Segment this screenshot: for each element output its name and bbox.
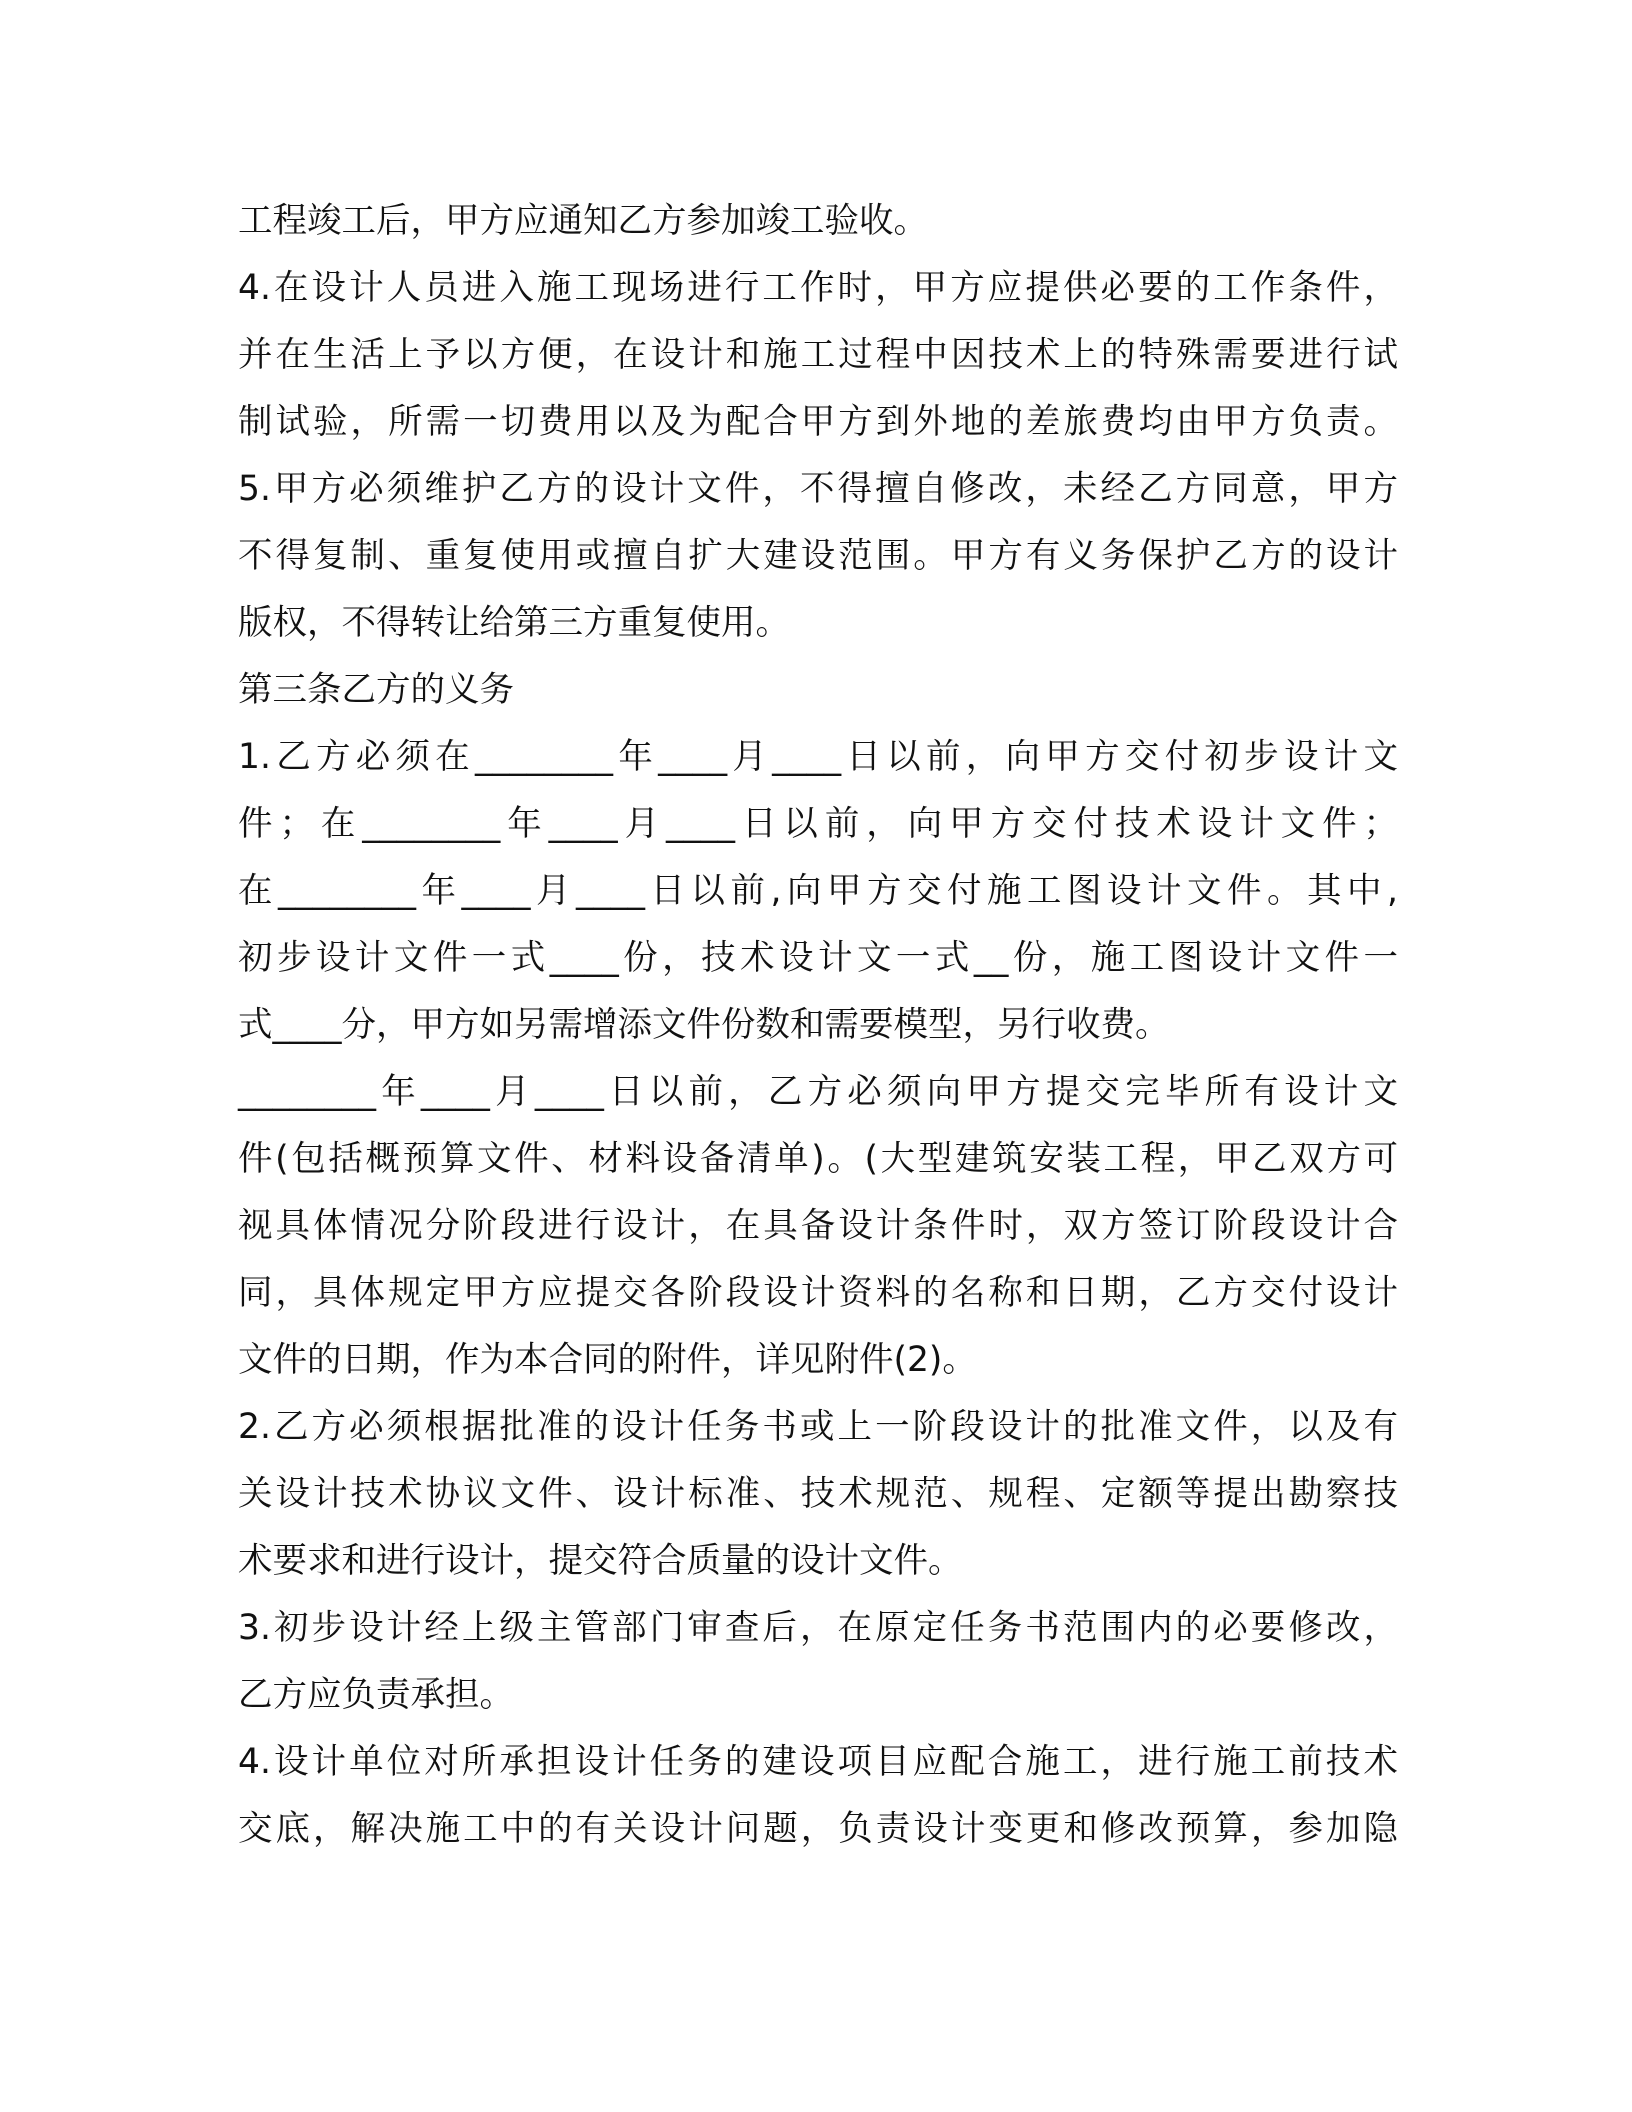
text-line: 文件的日期，作为本合同的附件，详见附件(2)。 xyxy=(238,1340,977,1380)
text-line: 4.设计单位对所承担设计任务的建设项目应配合施工，进行施工前技术 xyxy=(238,1742,1398,1782)
text-line: 制试验，所需一切费用以及为配合甲方到外地的差旅费均由甲方负责。 xyxy=(238,402,1398,442)
text-line: 乙方应负责承担。 xyxy=(238,1675,514,1715)
text-line: 3.初步设计经上级主管部门审查后，在原定任务书范围内的必要修改， xyxy=(238,1608,1398,1648)
text-line: 初步设计文件一式____份，技术设计文一式__份，施工图设计文件一 xyxy=(238,938,1398,978)
text-line: 视具体情况分阶段进行设计，在具备设计条件时，双方签订阶段设计合 xyxy=(238,1206,1398,1246)
text-line: 5.甲方必须维护乙方的设计文件，不得擅自修改，未经乙方同意，甲方 xyxy=(238,469,1398,509)
text-line: 4.在设计人员进入施工现场进行工作时，甲方应提供必要的工作条件， xyxy=(238,268,1398,308)
text-line: 件；在________年____月____日以前，向甲方交付技术设计文件； xyxy=(238,804,1398,844)
text-line: 交底，解决施工中的有关设计问题，负责设计变更和修改预算，参加隐 xyxy=(238,1809,1398,1849)
text-line: 不得复制、重复使用或擅自扩大建设范围。甲方有义务保护乙方的设计 xyxy=(238,536,1398,576)
text-line: 术要求和进行设计，提交符合质量的设计文件。 xyxy=(238,1541,963,1581)
text-line: ________年____月____日以前，乙方必须向甲方提交完毕所有设计文 xyxy=(238,1072,1398,1112)
text-line: 式____分，甲方如另需增添文件份数和需要模型，另行收费。 xyxy=(238,1005,1170,1045)
text-line: 件(包括概预算文件、材料设备清单)。(大型建筑安装工程，甲乙双方可 xyxy=(238,1139,1398,1179)
text-line: 在________年____月____日以前,向甲方交付施工图设计文件。其中, xyxy=(238,871,1398,911)
text-line: 并在生活上予以方便，在设计和施工过程中因技术上的特殊需要进行试 xyxy=(238,335,1398,375)
text-line: 版权，不得转让给第三方重复使用。 xyxy=(238,603,790,643)
text-line: 关设计技术协议文件、设计标准、技术规范、规程、定额等提出勘察技 xyxy=(238,1474,1398,1514)
text-line: 2.乙方必须根据批准的设计任务书或上一阶段设计的批准文件，以及有 xyxy=(238,1407,1398,1447)
text-line: 工程竣工后，甲方应通知乙方参加竣工验收。 xyxy=(238,201,928,241)
text-line: 同，具体规定甲方应提交各阶段设计资料的名称和日期，乙方交付设计 xyxy=(238,1273,1398,1313)
section-heading: 第三条乙方的义务 xyxy=(238,670,514,710)
contract-body xyxy=(238,188,1398,1863)
text-line: 1.乙方必须在________年____月____日以前，向甲方交付初步设计文 xyxy=(238,737,1398,777)
